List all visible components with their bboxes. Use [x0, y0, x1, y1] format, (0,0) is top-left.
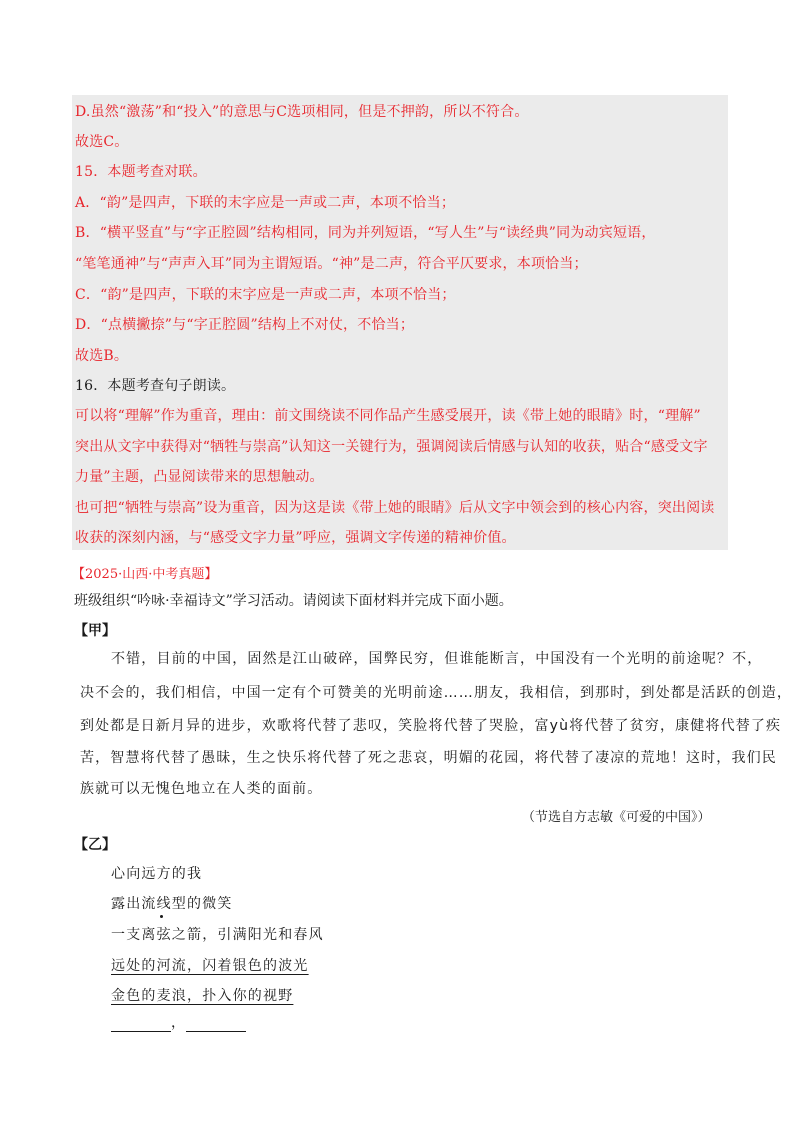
poem-line: 一支离弦之箭，引满阳光和春风 [111, 927, 324, 943]
source-tag: 【2025·山西·中考真题】 [72, 567, 218, 582]
passage-line: 苦，智慧将代替了愚昧，生之快乐将代替了死之悲哀，明媚的花园，将代替了凄凉的荒地！这时，我们民 [80, 750, 777, 766]
answer-line: “笔笔通神”与“声声入耳”同为主谓短语。“神”是二声，符合平仄要求，本项恰当； [75, 256, 588, 272]
passage-line: 到处都是日新月异的进步，欢歌将代替了悲叹，笑脸将代替了哭脸，富yù将代替了贫穷，康健将代替了疾 [80, 718, 782, 734]
answer-line: 16．本题考查句子朗读。 [75, 378, 236, 394]
emphasis-dot [160, 915, 163, 918]
blank-separator: ， [171, 1015, 187, 1031]
section-b-label: 【乙】 [74, 837, 116, 853]
answer-line: 突出从文字中获得对“牺牲与崇高”认知这一关键行为，强调阅读后情感与认知的收获，贴合“感受文字 [75, 439, 708, 455]
poem-blank-line [111, 1012, 246, 1032]
answer-blank[interactable] [186, 1017, 246, 1032]
instruction-text: 班级组织“吟咏·幸福诗文”学习活动。请阅读下面材料并完成下面小题。 [74, 593, 513, 609]
answer-line: 故选C。 [75, 134, 129, 150]
poem-line: 心向远方的我 [111, 866, 203, 882]
answer-line: D．“点横撇捺”与“字正腔圆”结构上不对仗，不恰当； [75, 317, 415, 333]
answer-line: 也可把“牺牲与崇高”设为重音，因为这是读《带上她的眼睛》后从文字中领会到的核心内容，突出阅读 [75, 500, 715, 516]
answer-line: 15．本题考查对联。 [75, 164, 207, 180]
section-a-label: 【甲】 [74, 623, 116, 639]
poem-line: 露出流线型的微笑 [111, 896, 233, 912]
answer-line: 力量”主题，凸显阅读带来的思想触动。 [75, 469, 324, 485]
passage-source: （节选自方志敏《可爱的中国》） [522, 810, 711, 825]
poem-line-underlined: 远处的河流，闪着银色的波光 [111, 958, 309, 974]
answer-blank[interactable] [111, 1017, 171, 1032]
answer-line: 收获的深刻内涵，与“感受文字力量”呼应，强调文字传递的精神价值。 [75, 530, 516, 546]
passage-line: 族就可以无愧色地立在人类的面前。 [80, 781, 323, 797]
answer-line: B．“横平竖直”与“字正腔圆”结构相同，同为并列短语，“写人生”与“读经典”同为动宾短语， [75, 225, 656, 241]
answer-line: C．“韵”是四声，下联的末字应是一声或二声，本项不恰当； [75, 287, 456, 303]
passage-line: 不错，目前的中国，固然是江山破碎，国弊民穷，但谁能断言，中国没有一个光明的前途呢？不， [111, 651, 763, 667]
answer-line: 可以将“理解”作为重音，理由：前文围绕读不同作品产生感受展开，读《带上她的眼睛》时，“理解” [75, 408, 701, 424]
answer-line: D.虽然“激荡”和“投入”的意思与C选项相同，但是不押韵，所以不符合。 [75, 104, 529, 120]
passage-line: 决不会的，我们相信，中国一定有个可赞美的光明前途……朋友，我相信，到那时，到处都是活跃的创造， [80, 685, 793, 701]
poem-line-underlined: 金色的麦浪，扑入你的视野 [111, 988, 294, 1004]
answer-line: A．“韵”是四声，下联的末字应是一声或二声，本项不恰当； [75, 195, 456, 211]
answer-line: 故选B。 [75, 348, 129, 364]
